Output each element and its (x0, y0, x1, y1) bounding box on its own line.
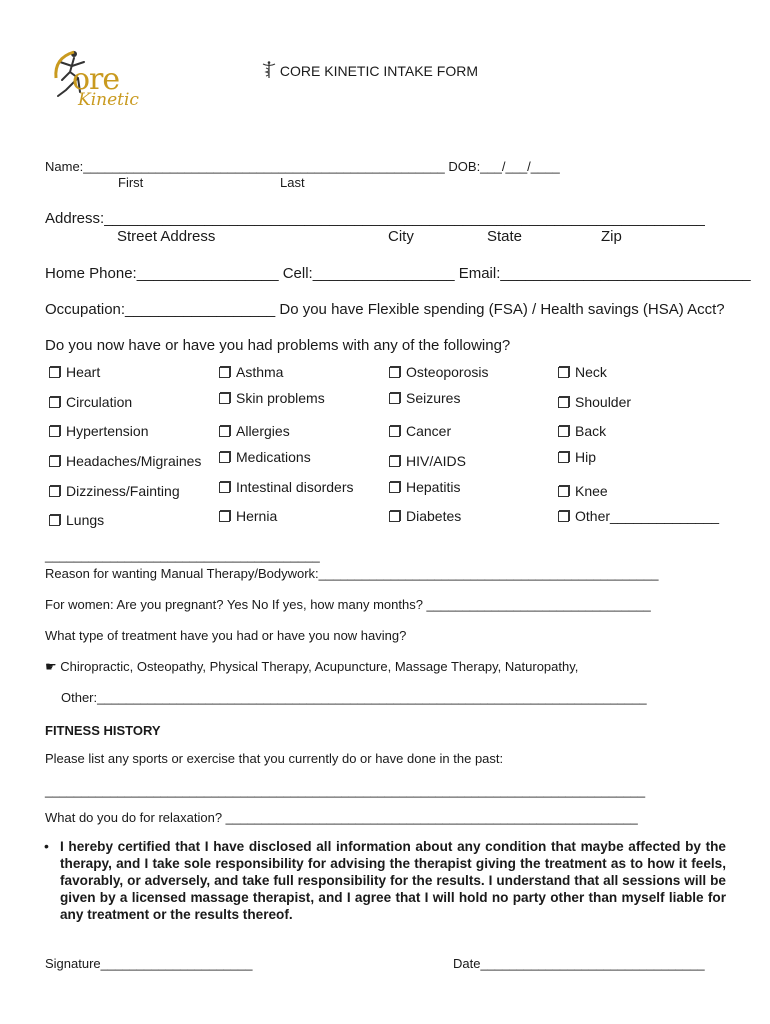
condition-knee[interactable]: Knee (558, 483, 608, 499)
conditions-question: Do you now have or have you had problems with any of the following? (45, 337, 511, 354)
checkbox-icon[interactable] (49, 456, 60, 467)
checkbox-icon[interactable] (558, 486, 569, 497)
address-zip-label: Zip (601, 228, 622, 245)
condition-intestinal[interactable]: Intestinal disorders (219, 479, 354, 495)
treatment-options[interactable] (45, 659, 578, 675)
relaxation-field[interactable]: What do you do for relaxation? _________________________________________________________ (45, 810, 638, 825)
conditions-other-blank[interactable]: ______________________________________ (45, 548, 320, 563)
condition-heart[interactable]: Heart (49, 364, 100, 380)
consent-statement: I hereby certified that I have disclosed all information about any condition that maybe affected by the therapy, and I take sole responsibility for advising the therapist giving the treatment as to how it feels, favorably, or adversely, and take full responsibility for the results. I understand that all sessions will be given by a licensed massage therapist, and I agree that I will hold no party other than myself liable for any treatment or the results thereof. (60, 839, 726, 922)
condition-shoulder[interactable]: Shoulder (558, 394, 631, 410)
condition-hypertension[interactable]: Hypertension (49, 423, 149, 439)
condition-allergies[interactable]: Allergies (219, 423, 290, 439)
condition-neck[interactable]: Neck (558, 364, 607, 380)
form-title (262, 61, 478, 79)
phone-field[interactable]: Home Phone:_________________ Cell:_________________ Email:______________________________ (45, 265, 751, 282)
checkbox-icon[interactable] (389, 456, 400, 467)
treatment-options-text: Chiropractic, Osteopathy, Physical Therapy, Acupuncture, Massage Therapy, Naturopathy, (60, 659, 579, 674)
condition-hepatitis[interactable]: Hepatitis (389, 479, 460, 495)
condition-asthma[interactable]: Asthma (219, 364, 283, 380)
pointing-hand-icon: ☛ (45, 660, 57, 675)
condition-dizziness[interactable]: Dizziness/Fainting (49, 483, 180, 499)
checkbox-icon[interactable] (219, 482, 230, 493)
name-last-label: Last (280, 175, 305, 190)
condition-diabetes[interactable]: Diabetes (389, 508, 461, 524)
condition-circulation[interactable]: Circulation (49, 394, 132, 410)
address-field[interactable]: Address:________________________________________________________________________ (45, 210, 705, 227)
address-state-label: State (487, 228, 523, 245)
checkbox-icon[interactable] (558, 367, 569, 378)
occupation-field[interactable]: Occupation:__________________ Do you have Flexible spending (FSA) / Health savings (HSA) Acct? (45, 301, 725, 318)
checkbox-icon[interactable] (389, 393, 400, 404)
checkbox-icon[interactable] (219, 426, 230, 437)
reason-field[interactable]: Reason for wanting Manual Therapy/Bodywork:_______________________________________________ (45, 566, 659, 581)
checkbox-icon[interactable] (219, 511, 230, 522)
checkbox-icon[interactable] (219, 452, 230, 463)
address-street-label: Street Address (117, 228, 216, 245)
checkbox-icon[interactable] (219, 367, 230, 378)
consent-bullet: • (44, 838, 49, 854)
fitness-heading: FITNESS HISTORY (45, 723, 161, 738)
checkbox-icon[interactable] (558, 426, 569, 437)
date-field[interactable]: Date_______________________________ (453, 956, 705, 971)
treatment-question: What type of treatment have you had or have you now having? (45, 628, 407, 643)
checkbox-icon[interactable] (389, 367, 400, 378)
checkbox-icon[interactable] (49, 426, 60, 437)
signature-field[interactable]: Signature_____________________ (45, 956, 253, 971)
checkbox-icon[interactable] (389, 426, 400, 437)
condition-hernia[interactable]: Hernia (219, 508, 277, 524)
fitness-question: Please list any sports or exercise that you currently do or have done in the past: (45, 751, 504, 766)
checkbox-icon[interactable] (49, 397, 60, 408)
condition-other[interactable]: Other______________ (558, 508, 719, 524)
form-title-text: CORE KINETIC INTAKE FORM (279, 63, 478, 79)
condition-seizures[interactable]: Seizures (389, 390, 460, 406)
checkbox-icon[interactable] (389, 511, 400, 522)
caduceus-icon (262, 61, 276, 79)
pregnant-field[interactable]: For women: Are you pregnant? Yes No If yes, how many months? _______________________________ (45, 597, 651, 612)
condition-lungs[interactable]: Lungs (49, 512, 104, 528)
condition-medications[interactable]: Medications (219, 449, 311, 465)
name-field[interactable]: Name:__________________________________________________ DOB:___/___/____ (45, 159, 560, 174)
checkbox-icon[interactable] (558, 452, 569, 463)
checkbox-icon[interactable] (49, 367, 60, 378)
condition-hip[interactable]: Hip (558, 449, 596, 465)
checkbox-icon[interactable] (49, 486, 60, 497)
condition-osteoporosis[interactable]: Osteoporosis (389, 364, 488, 380)
logo-text-core: ore (72, 62, 120, 97)
treatment-other-field[interactable]: Other:____________________________________________________________________________ (61, 690, 647, 705)
name-first-label: First (118, 175, 144, 190)
checkbox-icon[interactable] (219, 393, 230, 404)
checkbox-icon[interactable] (49, 515, 60, 526)
checkbox-icon[interactable] (389, 482, 400, 493)
condition-cancer[interactable]: Cancer (389, 423, 451, 439)
condition-back[interactable]: Back (558, 423, 606, 439)
condition-skin-problems[interactable]: Skin problems (219, 390, 325, 406)
checkbox-icon[interactable] (558, 397, 569, 408)
checkbox-icon[interactable] (558, 511, 569, 522)
logo-text-kinetic: Kinetic (78, 90, 139, 110)
condition-headaches[interactable]: Headaches/Migraines (49, 453, 201, 469)
condition-hiv-aids[interactable]: HIV/AIDS (389, 453, 466, 469)
fitness-answer-line[interactable]: ___________________________________________________________________________________ (45, 783, 646, 798)
core-kinetic-logo (50, 48, 160, 118)
address-city-label: City (388, 228, 414, 245)
